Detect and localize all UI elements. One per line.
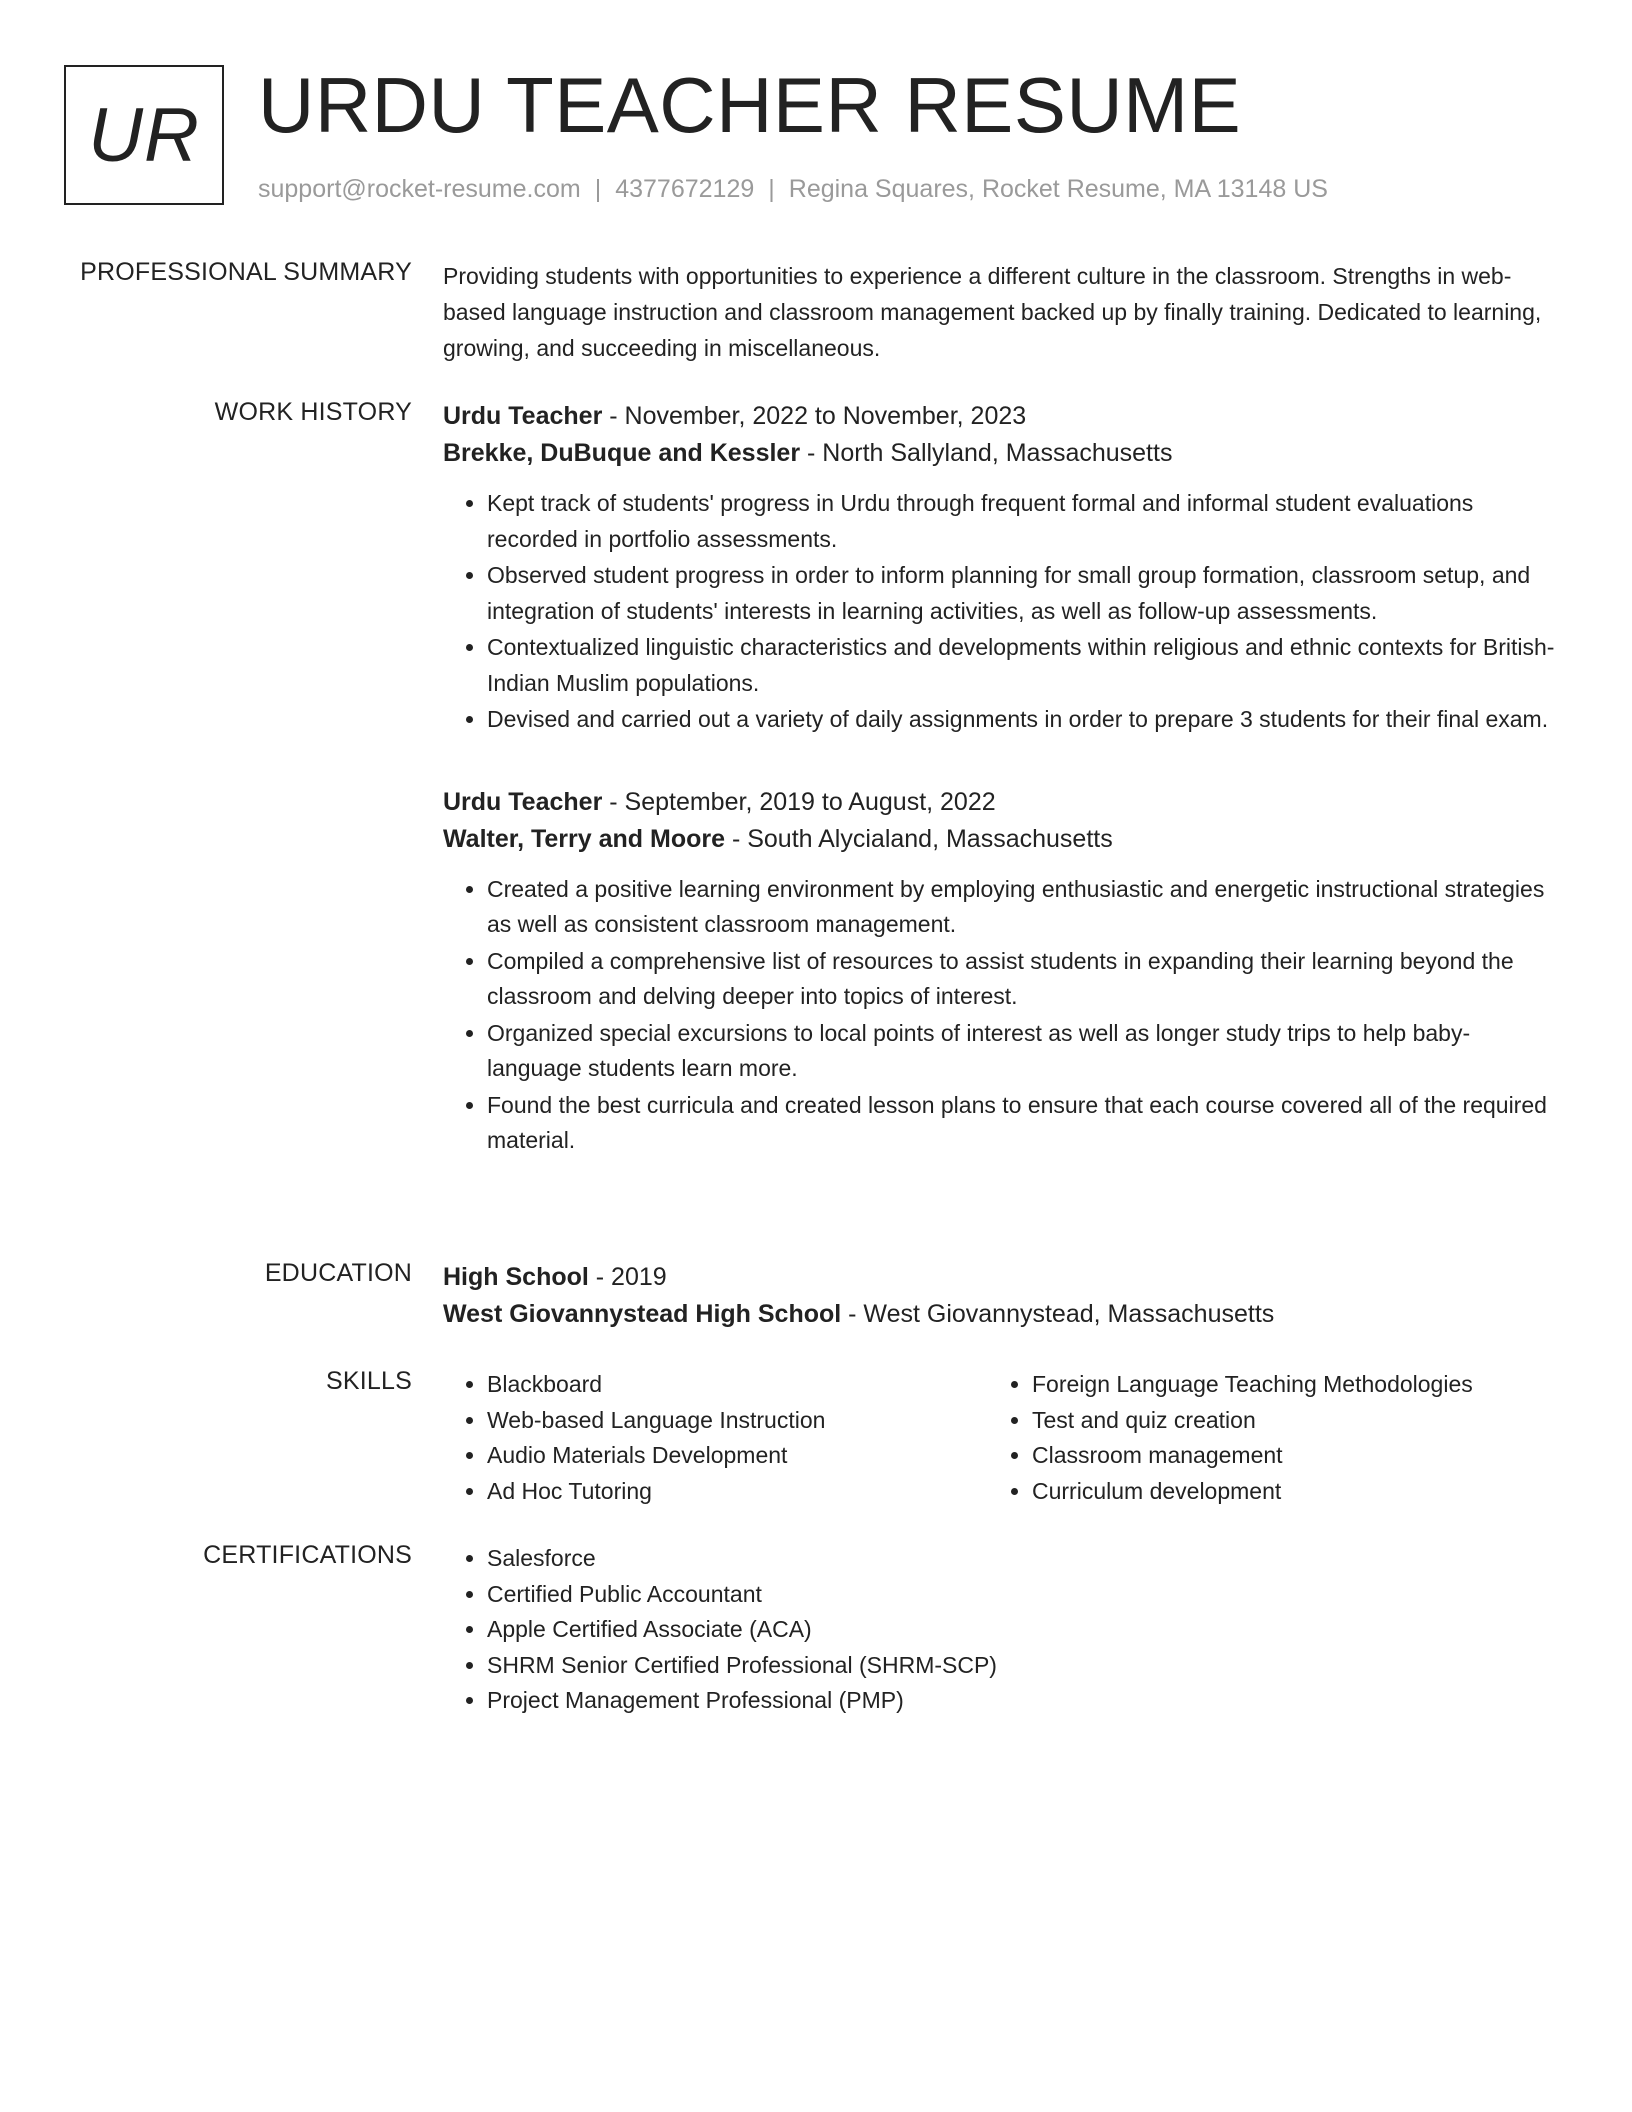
job-title: Urdu Teacher <box>443 787 603 816</box>
job-entry <box>443 398 1558 738</box>
skills-column-left <box>443 1367 988 1509</box>
certification-item: • Salesforce <box>487 1541 1558 1577</box>
job-bullet: • Organized special excursions to local points of interest as well as longer study trips to help baby-language students learn more. <box>487 1016 1558 1087</box>
section-label-skills: SKILLS <box>326 1367 412 1395</box>
section-label-summary: PROFESSIONAL SUMMARY <box>80 258 412 286</box>
contact-phone: 4377672129 <box>615 175 755 203</box>
skill-item: • Foreign Language Teaching Methodologies <box>1032 1367 1533 1403</box>
job-bullets <box>443 486 1558 738</box>
monogram-logo: UR <box>64 65 224 205</box>
skill-item: • Audio Materials Development <box>487 1438 988 1474</box>
summary-text: Providing students with opportunities to experience a different culture in the classroom. Strengths in web-based language instruction and classroom management backed up by finally training. Dedicated to learning, growing, and succeeding in miscellaneous. <box>443 263 1542 361</box>
skill-item: • Classroom management <box>1032 1438 1533 1474</box>
job-entry <box>443 784 1558 1159</box>
skill-item: • Curriculum development <box>1032 1474 1533 1510</box>
certifications-list <box>443 1541 1558 1719</box>
education-degree-line <box>443 1259 1558 1296</box>
job-bullets <box>443 872 1558 1159</box>
contact-address: Regina Squares, Rocket Resume, MA 13148 US <box>788 175 1328 203</box>
job-location: - South Alycialand, Massachusetts <box>725 824 1113 853</box>
education-degree: High School <box>443 1263 589 1291</box>
job-bullet: • Compiled a comprehensive list of resources to assist students in expanding their learning beyond the classroom and delving deeper into topics of interest. <box>487 944 1558 1015</box>
job-company: Brekke, DuBuque and Kessler <box>443 439 801 467</box>
certification-item: • Certified Public Accountant <box>487 1577 1558 1613</box>
skills-list <box>443 1367 988 1509</box>
certifications-body <box>443 1541 1558 1719</box>
education-year: - 2019 <box>588 1263 667 1291</box>
education-school-line <box>443 1296 1558 1333</box>
job-bullet: • Found the best curricula and created lesson plans to ensure that each course covered all of the required material. <box>487 1088 1558 1159</box>
section-label-work: WORK HISTORY <box>214 398 412 426</box>
section-label-certifications: CERTIFICATIONS <box>203 1541 412 1569</box>
job-title: Urdu Teacher <box>443 402 603 430</box>
skills-body <box>443 1367 1558 1509</box>
certification-item: • Project Management Professional (PMP) <box>487 1683 1558 1719</box>
certification-item: • SHRM Senior Certified Professional (SHRM-SCP) <box>487 1648 1558 1684</box>
contact-separator: | <box>594 175 602 203</box>
resume-title: URDU TEACHER RESUME <box>258 61 1242 149</box>
job-company: Walter, Terry and Moore <box>443 824 726 853</box>
skill-item: • Blackboard <box>487 1367 988 1403</box>
job-title-line <box>443 784 1558 821</box>
education-body <box>443 1259 1558 1333</box>
skills-grid <box>443 1367 1558 1509</box>
skills-column-right <box>988 1367 1533 1509</box>
summary-body <box>443 258 1558 366</box>
skills-list <box>988 1367 1533 1509</box>
contact-separator: | <box>768 175 775 203</box>
work-body <box>443 398 1558 1205</box>
job-title-line <box>443 398 1558 435</box>
section-label-education: EDUCATION <box>264 1259 412 1287</box>
job-bullet: • Kept track of students' progress in Urdu through frequent formal and informal student evaluations recorded in portfolio assessments. <box>487 486 1558 557</box>
job-company-line <box>443 821 1558 858</box>
job-company-line <box>443 435 1558 472</box>
skill-item: • Ad Hoc Tutoring <box>487 1474 988 1510</box>
job-dates: - September, 2019 to August, 2022 <box>602 787 996 816</box>
skill-item: • Test and quiz creation <box>1032 1403 1533 1439</box>
job-bullet: • Contextualized linguistic characteristics and developments within religious and ethnic contexts for British-Indian Muslim populations. <box>487 630 1558 701</box>
education-school: West Giovannystead High School <box>443 1300 842 1328</box>
job-location: - North Sallyland, Massachusetts <box>800 439 1173 467</box>
job-bullet: • Created a positive learning environment by employing enthusiastic and energetic instructional strategies as well as consistent classroom management. <box>487 872 1558 943</box>
job-bullet: • Devised and carried out a variety of daily assignments in order to prepare 3 students for their final exam. <box>487 702 1558 738</box>
job-dates: - November, 2022 to November, 2023 <box>602 402 1027 430</box>
job-bullet: • Observed student progress in order to inform planning for small group formation, classroom setup, and integration of students' interests in learning activities, as well as follow-up assessments. <box>487 558 1558 629</box>
contact-email: support@rocket-resume.com <box>258 175 581 203</box>
education-location: - West Giovannystead, Massachusetts <box>841 1300 1275 1328</box>
contact-line <box>258 175 1328 204</box>
certification-item: • Apple Certified Associate (ACA) <box>487 1612 1558 1648</box>
skill-item: • Web-based Language Instruction <box>487 1403 988 1439</box>
